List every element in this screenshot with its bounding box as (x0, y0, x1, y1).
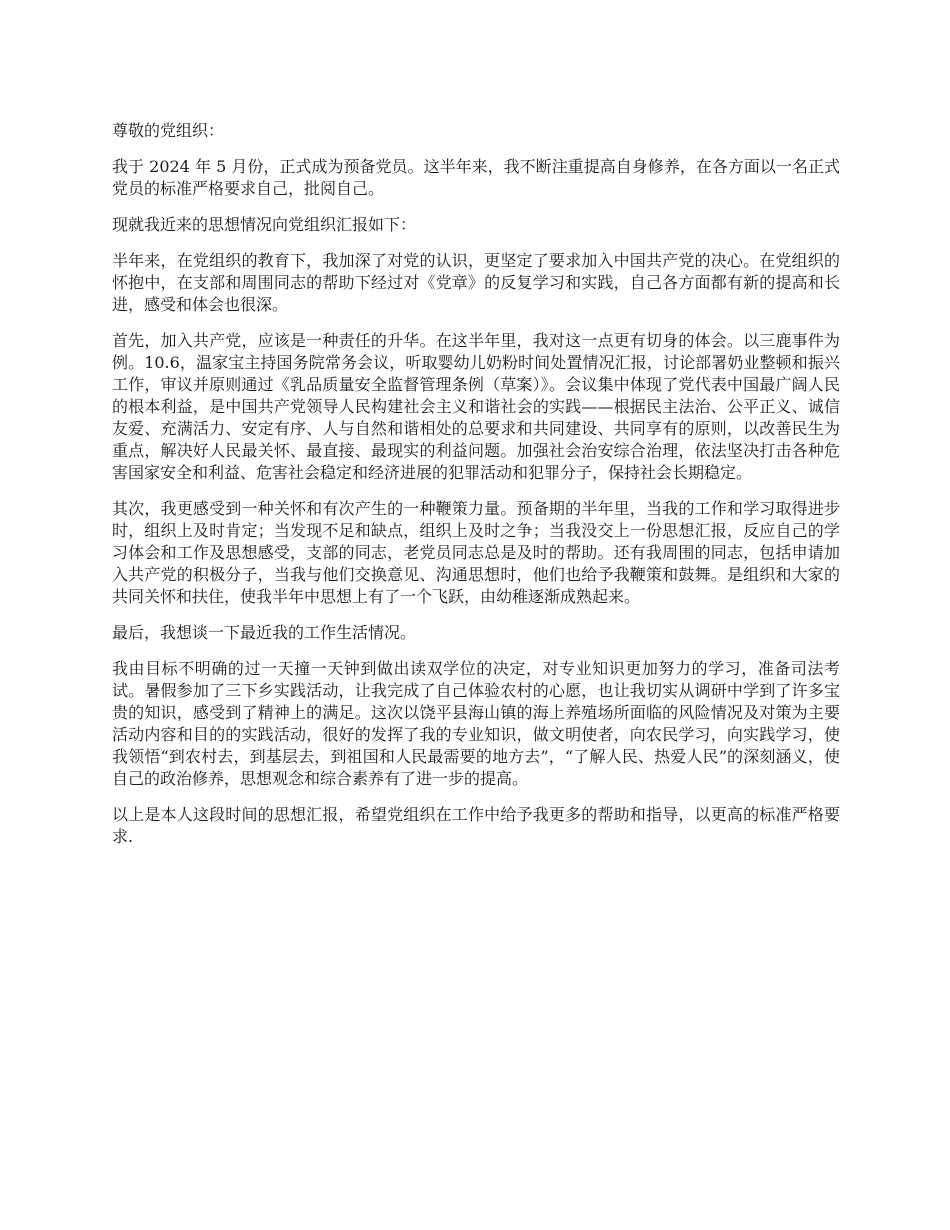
salutation: 尊敬的党组织： (112, 121, 225, 140)
paragraph-work-life: 我由目标不明确的过一天撞一天钟到做出读双学位的决定，对专业知识更加努力的学习，准备司法考试。暑假参加了三下乡实践活动，让我完成了自己体验农村的心愿，也让我切实从调研中学到了许多宝贵的知识，感受到了精神上的满足。这次以饶平县海山镇的海上养殖场所面临的风险情况及对策为主要活动内容和目的的实践活动，很好的发挥了我的专业知识，做文明使者，向农民学习，向实践学习，使我领悟“到农村去，到基层去，到祖国和人民最需要的地方去”，“了解人民、热爱人民”的深刻涵义，使自己的政治修养，思想观念和综合素养有了进一步的提高。 (112, 659, 840, 788)
paragraph-last-lead: 最后，我想谈一下最近我的工作生活情况。 (112, 623, 417, 642)
paragraph-first: 首先，加入共产党，应该是一种责任的升华。在这半年里，我对这一点更有切身的体会。以三鹿事件为例。10.6，温家宝主持国务院常务会议，听取婴幼儿奶粉时间处置情况汇报，讨论部署奶业整顿和振兴工作，审议并原则通过《乳品质量安全监督管理条例（草案）》。会议集中体现了党代表中国最广阔人民的根本利益，是中国共产党领导人民构建社会主义和谐社会的实践——根据民主法治、公平正义、诚信友爱、充满活力、安定有序、人与自然和谐相处的总要求和共同建设、共同享有的原则，以改善民生为重点，解决好人民最关怀、最直接、最现实的利益问题。加强社会治安综合治理，依法坚决打击各种危害国家安全和利益、危害社会稳定和经济进展的犯罪活动和犯罪分子，保持社会长期稳定。 (112, 331, 840, 482)
document-page (112, 120, 840, 862)
paragraph-closing: 以上是本人这段时间的思想汇报，希望党组织在工作中给予我更多的帮助和指导，以更高的标准严格要求. (112, 805, 840, 846)
paragraph-intro: 我于 2024 年 5 月份，正式成为预备党员。这半年来，我不断注重提高自身修养，在各方面以一名正式党员的标准严格要求自己，批阅自己。 (112, 157, 840, 198)
paragraph-half-year: 半年来，在党组织的教育下，我加深了对党的认识，更坚定了要求加入中国共产党的决心。在党组织的怀抱中，在支部和周围同志的帮助下经过对《党章》的反复学习和实践，自己各方面都有新的提高和长进，感受和体会也很深。 (112, 251, 840, 314)
paragraph-report-lead: 现就我近来的思想情况向党组织汇报如下： (112, 215, 417, 234)
paragraph-second: 其次，我更感受到一种关怀和有次产生的一种鞭策力量。预备期的半年里，当我的工作和学习取得进步时，组织上及时肯定；当发现不足和缺点，组织上及时之争；当我没交上一份思想汇报，反应自己的学习体会和工作及思想感受，支部的同志，老党员同志总是及时的帮助。还有我周围的同志，包括申请加入共产党的积极分子，当我与他们交换意见、沟通思想时，他们也给予我鞭策和鼓舞。是组织和大家的共同关怀和扶住，使我半年中思想上有了一个飞跃，由幼稚逐渐成熟起来。 (112, 499, 840, 606)
